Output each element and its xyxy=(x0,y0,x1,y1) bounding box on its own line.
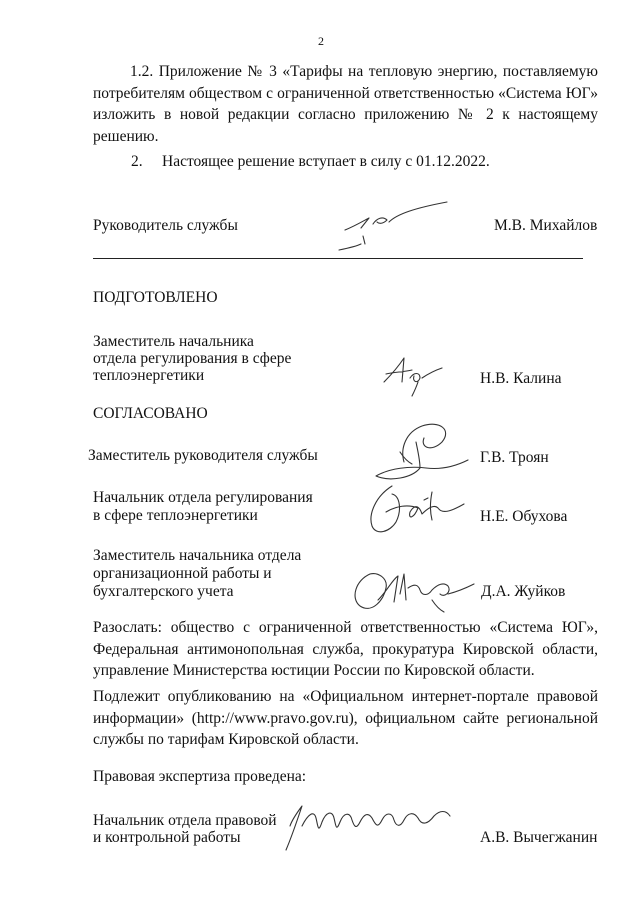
legal-signature xyxy=(278,796,458,856)
expertise-line: Правовая экспертиза проведена: xyxy=(93,768,307,785)
agreed-title-line: Заместитель руководителя службы xyxy=(88,447,318,464)
prepared-title-line: Заместитель начальника xyxy=(93,333,254,350)
prepared-name: Н.В. Калина xyxy=(480,370,562,387)
agreed-name: Г.В. Троян xyxy=(480,449,549,466)
publication-paragraph: Подлежит опубликованию на «Официальном интернет-портале правовой информации» (http://www.pravo.gov.ru), официальном сайте региональной службы по тарифам Кировской области. xyxy=(93,688,598,748)
prepared-signature xyxy=(378,352,448,400)
distribution-paragraph: Разослать: общество с ограниченной ответственностью «Система ЮГ», Федеральная антимонопольная служба, прокуратура Кировской области, управление Министерства юстиции России по Кировской области. xyxy=(93,619,598,679)
agreed-title-line: в сфере теплоэнергетики xyxy=(93,507,258,524)
separator-line xyxy=(93,258,583,259)
prepared-title-line: теплоэнергетики xyxy=(93,367,205,384)
prepared-heading: ПОДГОТОВЛЕНО xyxy=(93,289,218,306)
agreed-signature-2 xyxy=(362,478,470,540)
agreed-title-line: организационной работы и xyxy=(93,565,272,582)
agreed-title-line: Начальник отдела регулирования xyxy=(93,489,313,506)
head-title: Руководитель службы xyxy=(93,217,238,234)
agreed-signature-3 xyxy=(348,566,478,616)
legal-title-line: Начальник отдела правовой xyxy=(93,812,277,829)
agreed-name: Д.А. Жуйков xyxy=(481,583,566,600)
paragraph-1-2: 1.2. Приложение № 3 «Тарифы на тепловую энергию, поставляемую потребителям обществом с ограниченной ответственностью «Система ЮГ» изложить в новой редакции согласно приложению № 2 к настоящему решению. xyxy=(93,63,598,145)
agreed-title-line: бухгалтерского учета xyxy=(93,583,234,600)
paragraph-2-number: 2. xyxy=(131,153,143,170)
prepared-title-line: отдела регулирования в сфере xyxy=(93,350,292,367)
agreed-title-line: Заместитель начальника отдела xyxy=(93,547,302,564)
agreed-heading: СОГЛАСОВАНО xyxy=(93,405,208,422)
agreed-name: Н.Е. Обухова xyxy=(480,508,568,525)
paragraph-2-text: Настоящее решение вступает в силу с 01.12.2022. xyxy=(162,153,490,170)
head-name: М.В. Михайлов xyxy=(494,217,598,234)
head-signature xyxy=(335,198,465,258)
legal-name: А.В. Вычегжанин xyxy=(480,829,598,846)
page-number: 2 xyxy=(318,34,324,48)
legal-title-line: и контрольной работы xyxy=(93,829,241,846)
